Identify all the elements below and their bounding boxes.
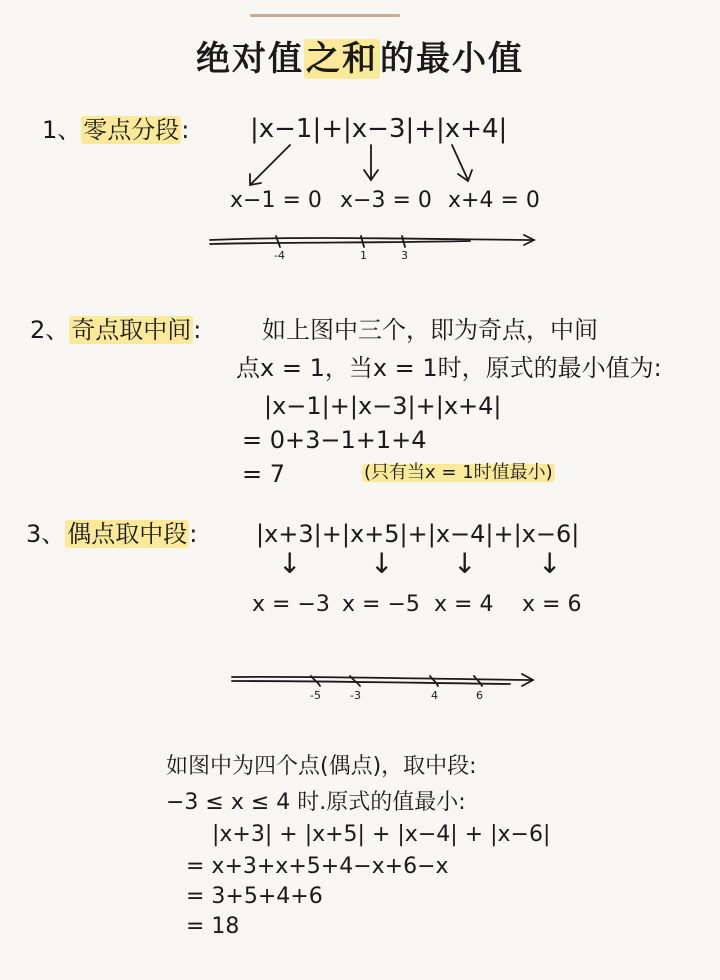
title-suffix: 的最小值 <box>380 39 524 79</box>
s3-step-3: = 18 <box>186 914 240 939</box>
s3-arrow-1: ↓ <box>278 547 302 580</box>
s1-number-line-sketch <box>210 241 470 244</box>
s3-expression-2: |x+3| + |x+5| + |x−4| + |x−6| <box>212 822 551 847</box>
s1-tick-label-2: 1 <box>360 249 367 262</box>
s1-colon: : <box>181 116 190 144</box>
s1-label: 零点分段 <box>83 116 180 144</box>
s3-expression: |x+3|+|x+5|+|x−4|+|x−6| <box>256 520 580 548</box>
s3-tick-label-3: 4 <box>431 689 438 702</box>
s3-tick-3 <box>430 676 438 686</box>
s1-number-line <box>210 238 532 240</box>
title-prefix: 绝对值 <box>196 39 304 79</box>
s3-number: 3、 <box>26 520 66 548</box>
s3-colon: : <box>189 520 198 548</box>
s2-note: (只有当x = 1时值最小) <box>364 462 553 483</box>
s3-tick-label-4: 6 <box>476 689 483 702</box>
s3-arrow-4: ↓ <box>538 547 562 580</box>
s2-step-2: = 7 <box>242 460 286 488</box>
s3-tick-label-2: -3 <box>350 689 361 702</box>
s1-tick-label-1: -4 <box>274 249 285 262</box>
s3-step-2: = 3+5+4+6 <box>186 884 323 909</box>
s3-arrow-3: ↓ <box>453 547 477 580</box>
s2-number: 2、 <box>30 316 70 344</box>
s2-line-2: 点x = 1，当x = 1时，原式的最小值为: <box>236 354 662 382</box>
s1-tick-label-3: 3 <box>401 249 408 262</box>
s3-eq-4: x = 6 <box>522 592 582 617</box>
s3-eq-2: x = −5 <box>342 592 420 617</box>
s1-eq-3: x+4 = 0 <box>448 188 540 213</box>
s2-step-1: = 0+3−1+1+4 <box>242 426 427 454</box>
s3-eq-1: x = −3 <box>252 592 330 617</box>
s1-number: 1、 <box>42 116 82 144</box>
s3-line-2: −3 ≤ x ≤ 4 时.原式的值最小: <box>166 790 466 815</box>
s1-eq-2: x−3 = 0 <box>340 188 432 213</box>
s2-colon: : <box>193 316 202 344</box>
s3-label: 偶点取中段 <box>67 520 188 548</box>
s2-label: 奇点取中间 <box>71 316 192 344</box>
s3-tick-label-1: -5 <box>310 689 321 702</box>
s3-step-1: = x+3+x+5+4−x+6−x <box>186 854 449 879</box>
s1-expression: |x−1|+|x−3|+|x+4| <box>250 114 508 144</box>
s3-number-line-sketch <box>232 681 510 684</box>
s1-arrow-1 <box>250 145 290 185</box>
s3-number-line <box>232 677 532 680</box>
s3-arrow-2: ↓ <box>370 547 394 580</box>
s1-eq-1: x−1 = 0 <box>230 188 322 213</box>
s3-line-1: 如图中为四个点(偶点)，取中段: <box>166 754 477 779</box>
s2-line-1: 如上图中三个，即为奇点，中间 <box>262 316 598 344</box>
s2-expression: |x−1|+|x−3|+|x+4| <box>264 392 502 420</box>
s3-eq-3: x = 4 <box>434 592 494 617</box>
title-highlight: 之和 <box>306 39 378 79</box>
